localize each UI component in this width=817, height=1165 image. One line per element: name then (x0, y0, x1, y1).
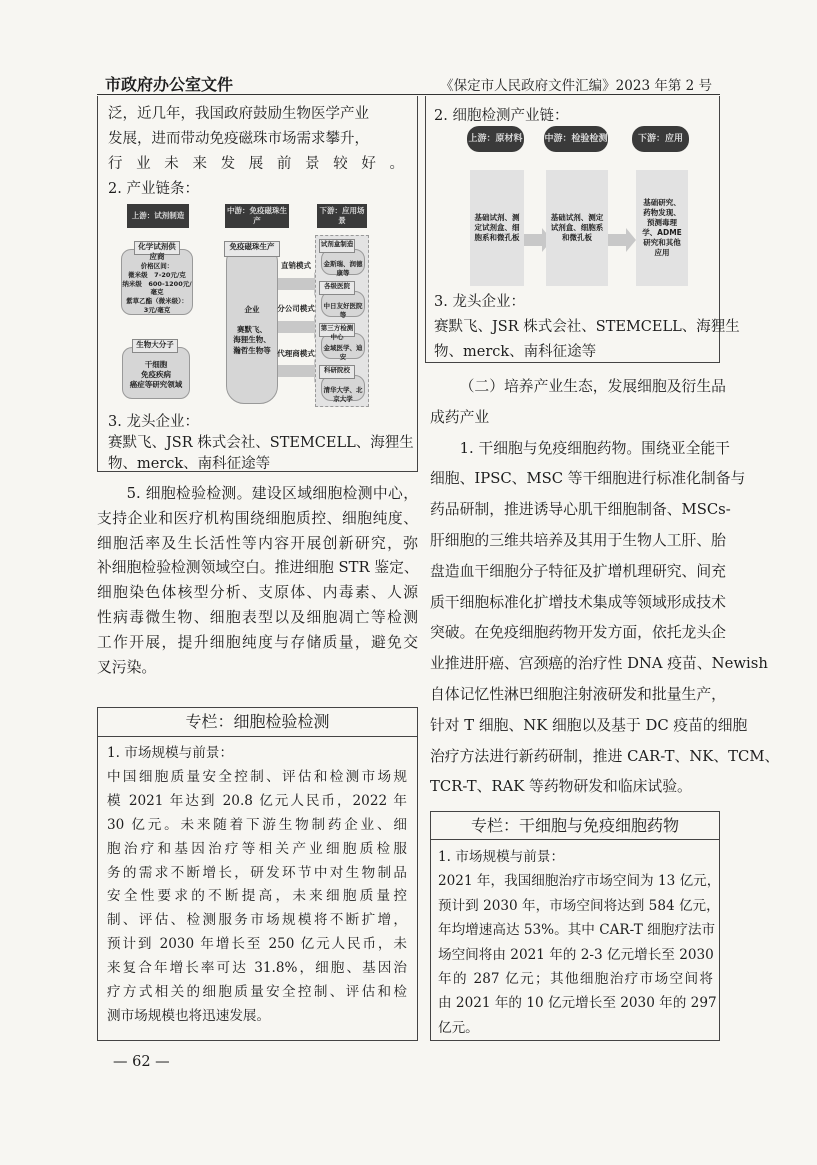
text-line: 行业未来发展前景较好。 (108, 156, 404, 172)
text-line: 1. 市场规模与前景： (438, 849, 565, 865)
text-line: 3. 龙头企业： (434, 294, 525, 310)
col-midstream: 基础试剂、测定试剂盒、细胞系和微孔板 (546, 170, 608, 286)
text-line: 发展，进而带动免疫磁珠市场需求攀升， (108, 131, 369, 147)
diagram-head-downstream: 下游：应用场景 (317, 204, 367, 228)
text-line: 补细胞检验检测领域空白。推进细胞 STR 鉴定、 (97, 559, 419, 577)
downstream-title: 科研院校 (319, 365, 355, 379)
upstream-chemical-title: 化学试剂供应商 (134, 241, 180, 255)
midstream-body: 企业 赛默飞、 海狸生物、 瀚哲生物等 (226, 244, 278, 404)
box-text-top (108, 102, 404, 202)
header-left: 市政府办公室文件 (105, 75, 234, 94)
text-line: 5. 细胞检验检测。建设区域细胞检测中心， (126, 485, 418, 502)
paragraph-cell-testing (97, 482, 418, 680)
downstream-title: 各级医院 (319, 281, 355, 295)
downstream-title: 第三方检测中心 (320, 324, 354, 341)
page-number: — 62 — (113, 1054, 170, 1070)
text-line: 年的 287 亿元；其他细胞治疗市场空间将 (438, 971, 713, 988)
box-text-bottom-right (434, 290, 740, 365)
head-upstream: 上游：原材料 (467, 126, 524, 152)
text-line: 治疗方法进行新药研制，推进 CAR-T、NK、TCM、 (430, 747, 780, 765)
mode-direct: 直销模式 (281, 261, 311, 270)
arrow-agent (278, 365, 314, 377)
text-line: 突破。在免疫细胞药物开发方面，依托龙头企 (430, 624, 726, 642)
text-line: 叉污染。 (97, 658, 157, 676)
text-line: 细胞活率及生长活性等内容开展创新研究，弥 (97, 534, 418, 552)
upstream-bio-body: 干细胞 免疫疾病 癌症等研究领域 (122, 347, 190, 399)
text-line: 中国细胞质量安全控制、评估和检测市场规 (107, 768, 407, 785)
downstream-body: 金域医学、迪安 (321, 333, 365, 359)
text-line: 务的需求不断增长，研发环节中对生物制品 (107, 864, 407, 881)
text-line: 制、评估、检测服务市场规模将不断扩增， (107, 912, 407, 929)
text-line: 3. 龙头企业： (108, 414, 199, 430)
downstream-title: 试剂盒制造 (319, 239, 355, 253)
diagram-head-midstream: 中游：免疫磁珠生产 (225, 204, 289, 228)
text-line: 亿元。 (438, 1019, 479, 1036)
text-line: 年均增速高达 53%。其中 CAR-T 细胞疗法市 (438, 922, 716, 939)
text-line: 测市场规模也将迅速发展。 (107, 1007, 271, 1024)
text-line: （二）培养产业生态，发展细胞及衍生品 (459, 378, 726, 395)
column-title: 专栏：细胞检验检测 (98, 708, 417, 737)
column-content-right (438, 845, 721, 1040)
text-line: 工作开展，提升细胞纯度与存储质量，避免交 (97, 633, 418, 651)
text-line: TCR-T、RAK 等药物研发和临床试验。 (430, 778, 692, 796)
box-text-bottom (108, 412, 414, 475)
text-line: 物、merck、南科征途等 (434, 344, 597, 360)
head-midstream: 中游：检验检测 (544, 126, 608, 152)
box-subtitle: 2. 细胞检测产业链： (434, 108, 569, 124)
header-right: 《保定市人民政府文件汇编》2023 年第 2 号 (440, 78, 712, 94)
text-line: 1. 干细胞与免疫细胞药物。围绕亚全能干 (459, 439, 730, 457)
text-line: 细胞、IPSC、MSC 等干细胞进行标准化制备与 (430, 470, 746, 488)
text-line: 赛默飞、JSR 株式会社、STEMCELL、海狸生 (434, 319, 740, 335)
col-downstream: 基础研究、药物发现、预测毒理学、ADME 研究和其他应用 (636, 170, 688, 286)
cell-testing-chain-box (425, 96, 740, 363)
arrow-branch (278, 321, 314, 333)
text-line: 模 2021 年达到 20.8 亿元人民币，2022 年 (107, 792, 407, 809)
upstream-bio-title: 生物大分子 (132, 339, 178, 353)
text-line: 胞治疗和基因治疗等相关产业细胞质检服 (107, 840, 407, 857)
text-line: 场空间将由 2021 年的 2-3 亿元增长至 2030 (438, 946, 714, 963)
text-line: 预计到 2030 年，市场空间将达到 584 亿元， (438, 897, 720, 914)
text-line: 安全性要求的不断提高，未来细胞质量控 (107, 888, 407, 905)
text-line: 质干细胞标准化扩增技术集成等领域形成技术 (430, 593, 726, 611)
text-line: 成药产业 (430, 408, 490, 426)
arrow-1 (524, 234, 542, 246)
text-line: 2. 产业链条： (108, 181, 199, 197)
industry-chain-box (97, 96, 418, 472)
col-upstream: 基础试剂、测定试剂盒、细胞系和微孔板 (470, 170, 524, 286)
upstream-chemical-body: 价格区间： 微米级 7-20元/克 纳米级 600-1200元/毫克 紫草乙酯（微米级）： 3元/毫克 (121, 249, 193, 315)
cell-testing-chain-diagram (432, 126, 714, 292)
text-line: 由 2021 年的 10 亿元增长至 2030 年的 297 (438, 995, 717, 1012)
arrow-direct (278, 278, 314, 290)
downstream-body: 中日友好医院等 (321, 291, 365, 317)
text-line: 细胞染色体核型分析、支原体、内毒素、人源 (97, 584, 418, 602)
text-line: 针对 T 细胞、NK 细胞以及基于 DC 疫苗的细胞 (430, 716, 748, 734)
column-box-stem-cells (430, 811, 720, 1041)
midstream-title: 免疫磁珠生产 (224, 241, 280, 257)
text-line: 药品研制，推进诱导心肌干细胞制备、MSCs- (430, 501, 731, 519)
downstream-body: 金斯瑞、润德康等 (321, 249, 365, 275)
mode-agent: 代理商模式 (277, 349, 315, 358)
text-line: 自体记忆性淋巴细胞注射液研发和批量生产， (430, 685, 726, 703)
text-line: 疗方式相关的细胞质量安全控制、评估和检 (107, 984, 407, 1001)
column-content (107, 742, 407, 1029)
text-line: 2021 年，我国细胞治疗市场空间为 13 亿元， (438, 873, 721, 890)
downstream-body: 清华大学、北京大学 (321, 375, 365, 401)
header-divider (97, 94, 720, 95)
text-line: 物、merck、南科征途等 (108, 456, 271, 472)
text-line: 泛，近几年，我国政府鼓励生物医学产业 (108, 106, 369, 122)
text-line: 来复合年增长率可达 31.8%，细胞、基因治 (107, 960, 407, 977)
paragraph-stem-cells (430, 372, 780, 803)
arrow-2 (608, 234, 626, 246)
industry-chain-diagram (112, 199, 390, 409)
text-line: 赛默飞、JSR 株式会社、STEMCELL、海狸生 (108, 435, 414, 451)
diagram-head-upstream: 上游：试剂制造 (127, 204, 189, 228)
text-line: 支持企业和医疗机构围绕细胞质控、细胞纯度、 (97, 509, 418, 527)
text-line: 盘造血干细胞分子特征及扩增机理研究、间充 (430, 562, 726, 580)
text-line: 1. 市场规模与前景： (107, 745, 234, 761)
head-downstream: 下游：应用 (632, 126, 689, 152)
text-line: 业推进肝癌、宫颈癌的治疗性 DNA 疫苗、Newish (430, 655, 768, 673)
mode-branch: 分公司模式 (277, 304, 315, 313)
column-box-cell-testing (97, 707, 418, 1041)
text-line: 肝细胞的三维共培养及其用于生物人工肝、胎 (430, 531, 726, 549)
column-title-right: 专栏：干细胞与免疫细胞药物 (431, 812, 719, 840)
text-line: 30 亿元。未来随着下游生物制药企业、细 (107, 816, 407, 833)
text-line: 预计到 2030 年增长至 250 亿元人民币，未 (107, 936, 407, 953)
text-line: 性病毒微生物、细胞表型以及细胞凋亡等检测 (97, 608, 418, 626)
